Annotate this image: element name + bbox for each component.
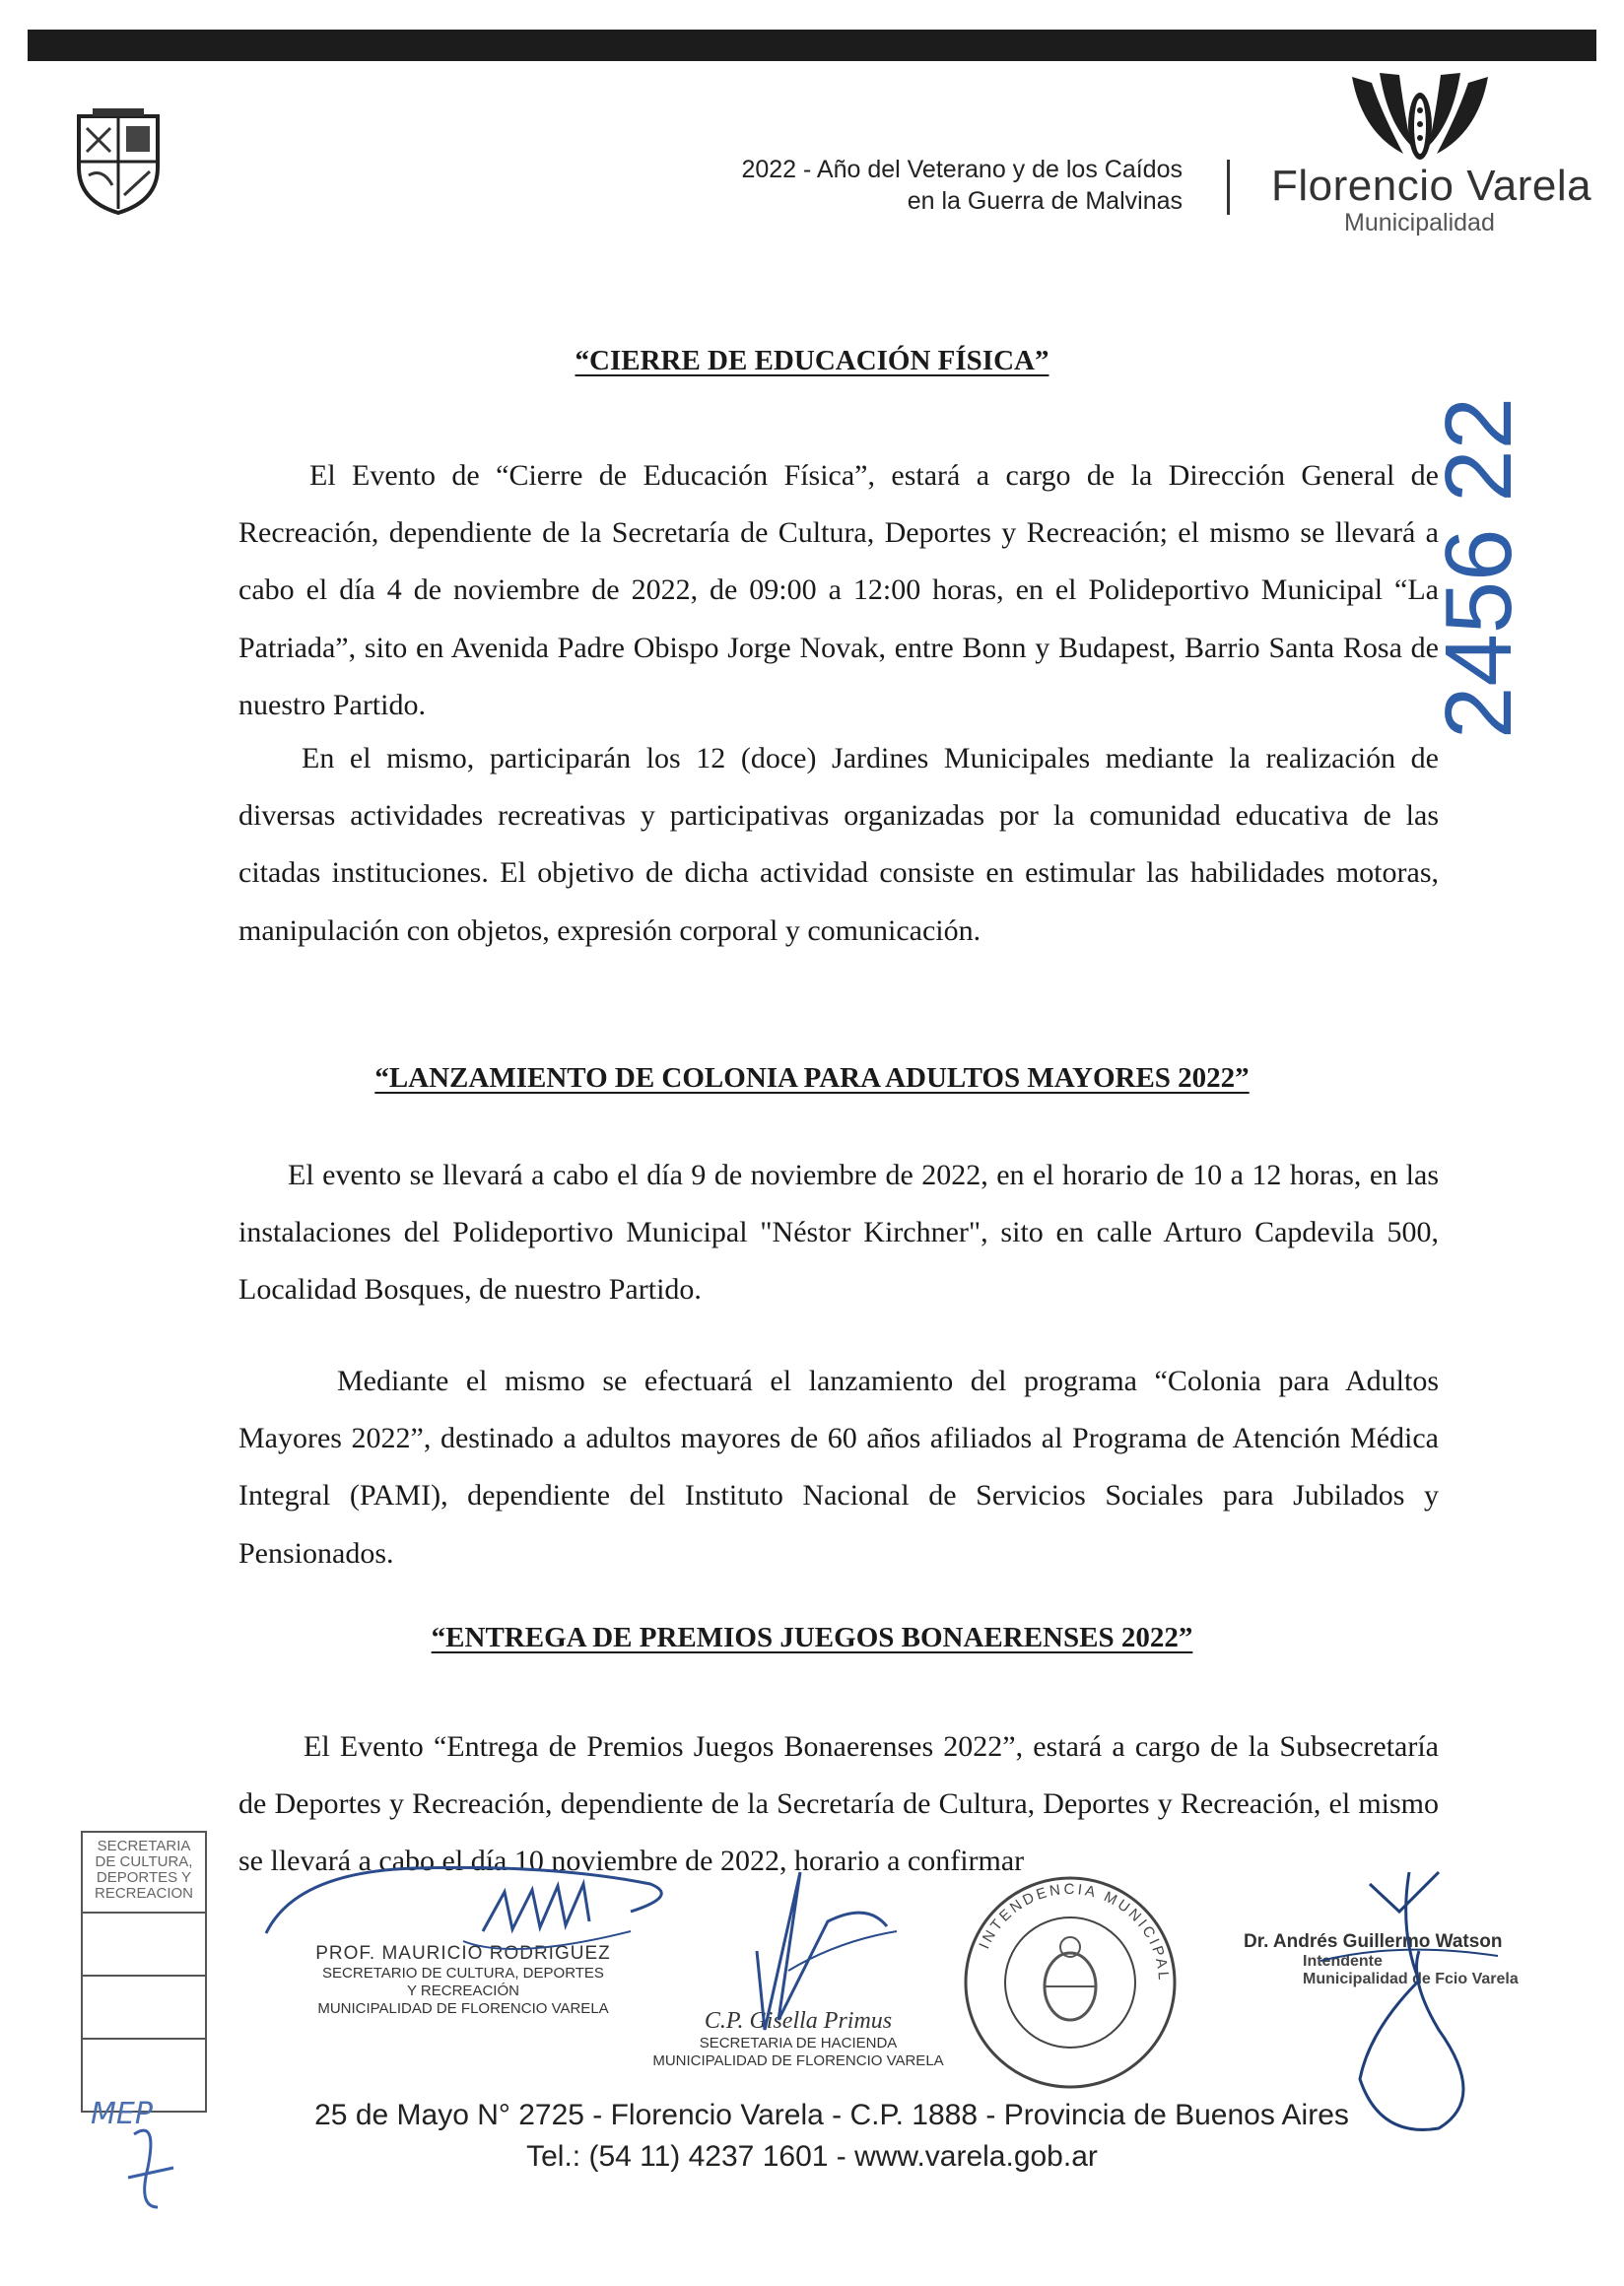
florencio-varela-logo-icon (1342, 73, 1498, 173)
paragraph-cierre-1: El Evento de “Cierre de Educación Física”, estará a cargo de la Dirección General de Recreación, dependiente de la Secretaría de Cultura, Deportes y Recreación; el mismo se llevará a cabo el día 4 de noviembre de 2022, de 09:00 a 12:00 horas, en el Polideportivo Municipal “La Patriada”, sito en Avenida Padre Obispo Jorge Novak, entre Bonn y Budapest, Barrio Santa Rosa de nuestro Partido. (238, 459, 1439, 721)
signer-name: Dr. Andrés Guillermo Watson (1244, 1931, 1503, 1952)
motto-line-2: en la Guerra de Malvinas (907, 187, 1183, 215)
signer-role: SECRETARIA DE HACIENDA (699, 2035, 898, 2051)
logo-name: Florencio Varela (1271, 162, 1592, 210)
left-admin-stamp (81, 1831, 207, 2113)
left-stamp-initials: MEP (91, 2097, 153, 2131)
svg-text:INTENDENCIA MUNICIPAL (976, 1881, 1172, 1983)
paragraph-colonia-2: Mediante el mismo se efectuará el lanzamiento del programa “Colonia para Adultos Mayores 2022”, destinado a adultos mayores de 60 años afiliados al Programa de Atención Médica Integral (PAMI), dependiente del Instituto Nacional de Servicios Sociales para Jubilados y Pensionados. (238, 1365, 1439, 1570)
signature-block-rodriguez (296, 1943, 631, 2018)
signer-role: MUNICIPALIDAD DE FLORENCIO VARELA (317, 2000, 609, 2017)
footer-address: 25 de Mayo N° 2725 - Florencio Varela - C.P. 1888 - Provincia de Buenos Aires (314, 2099, 1349, 2131)
seal-text: INTENDENCIA MUNICIPAL (976, 1880, 1173, 1983)
signer-role: MUNICIPALIDAD DE FLORENCIO VARELA (652, 2052, 944, 2069)
signer-role: Y RECREACIÓN (407, 1983, 519, 1999)
section-title-cierre: “CIERRE DE EDUCACIÓN FÍSICA” (575, 345, 1049, 376)
left-stamp-rule (83, 1912, 205, 1914)
paragraph-premios-1: El Evento “Entrega de Premios Juegos Bonaerenses 2022”, estará a cargo de la Subsecretaría de Deportes y Recreación, dependiente de la Secretaría de Cultura, Deportes y Recreación, el mismo se llevará a cabo el día 10 noviembre de 2022, horario a confirmar (238, 1730, 1439, 1878)
left-stamp-header (83, 1833, 205, 1902)
coat-of-arms-icon (73, 106, 164, 217)
signer-role: Intendente (1303, 1953, 1383, 1970)
left-stamp-rule (83, 1975, 205, 1977)
left-stamp-rule (83, 2038, 205, 2040)
header-divider (1227, 160, 1230, 215)
signature-block-watson (1244, 1931, 1569, 1988)
logo-subtitle: Municipalidad (1344, 209, 1495, 236)
signature-block-primus (631, 2008, 966, 2070)
footer-contact: Tel.: (54 11) 4237 1601 - www.varela.gob.ar (526, 2140, 1098, 2173)
signer-role: SECRETARIO DE CULTURA, DEPORTES (322, 1965, 604, 1982)
motto-line-1: 2022 - Año del Veterano y de los Caídos (741, 156, 1183, 183)
signer-role: Municipalidad de Fcio Varela (1303, 1971, 1519, 1987)
section-title-colonia: “LANZAMIENTO DE COLONIA PARA ADULTOS MAYORES 2022” (374, 1062, 1250, 1094)
top-black-bar (28, 30, 1596, 61)
signer-name: PROF. MAURICIO RODRIGUEZ (315, 1943, 611, 1964)
section-title-premios: “ENTREGA DE PREMIOS JUEGOS BONAERENSES 2022” (431, 1622, 1193, 1653)
left-stamp-line: DEPORTES Y (96, 1869, 192, 1886)
left-stamp-line: RECREACION (94, 1885, 193, 1902)
left-stamp-line: SECRETARIA (97, 1838, 191, 1854)
official-seal-icon (958, 1870, 1183, 2095)
header-motto (741, 154, 1183, 217)
handwritten-file-number: 2456 22 (1426, 396, 1531, 739)
paragraph-colonia-1: El evento se llevará a cabo el día 9 de noviembre de 2022, en el horario de 10 a 12 horas, en las instalaciones del Polideportivo Municipal "Néstor Kirchner", sito en calle Arturo Capdevila 500, Localidad Bosques, de nuestro Partido. (238, 1159, 1439, 1307)
left-stamp-line: DE CULTURA, (95, 1853, 193, 1870)
paragraph-cierre-2: En el mismo, participarán los 12 (doce) Jardines Municipales mediante la realización de diversas actividades recreativas y participativas organizadas por la comunidad educativa de las citadas instituciones. El objetivo de dicha actividad consiste en estimular las habilidades motoras, manipulación con objetos, expresión corporal y comunicación. (238, 742, 1439, 947)
signer-name: C.P. Gisella Primus (704, 2008, 893, 2034)
